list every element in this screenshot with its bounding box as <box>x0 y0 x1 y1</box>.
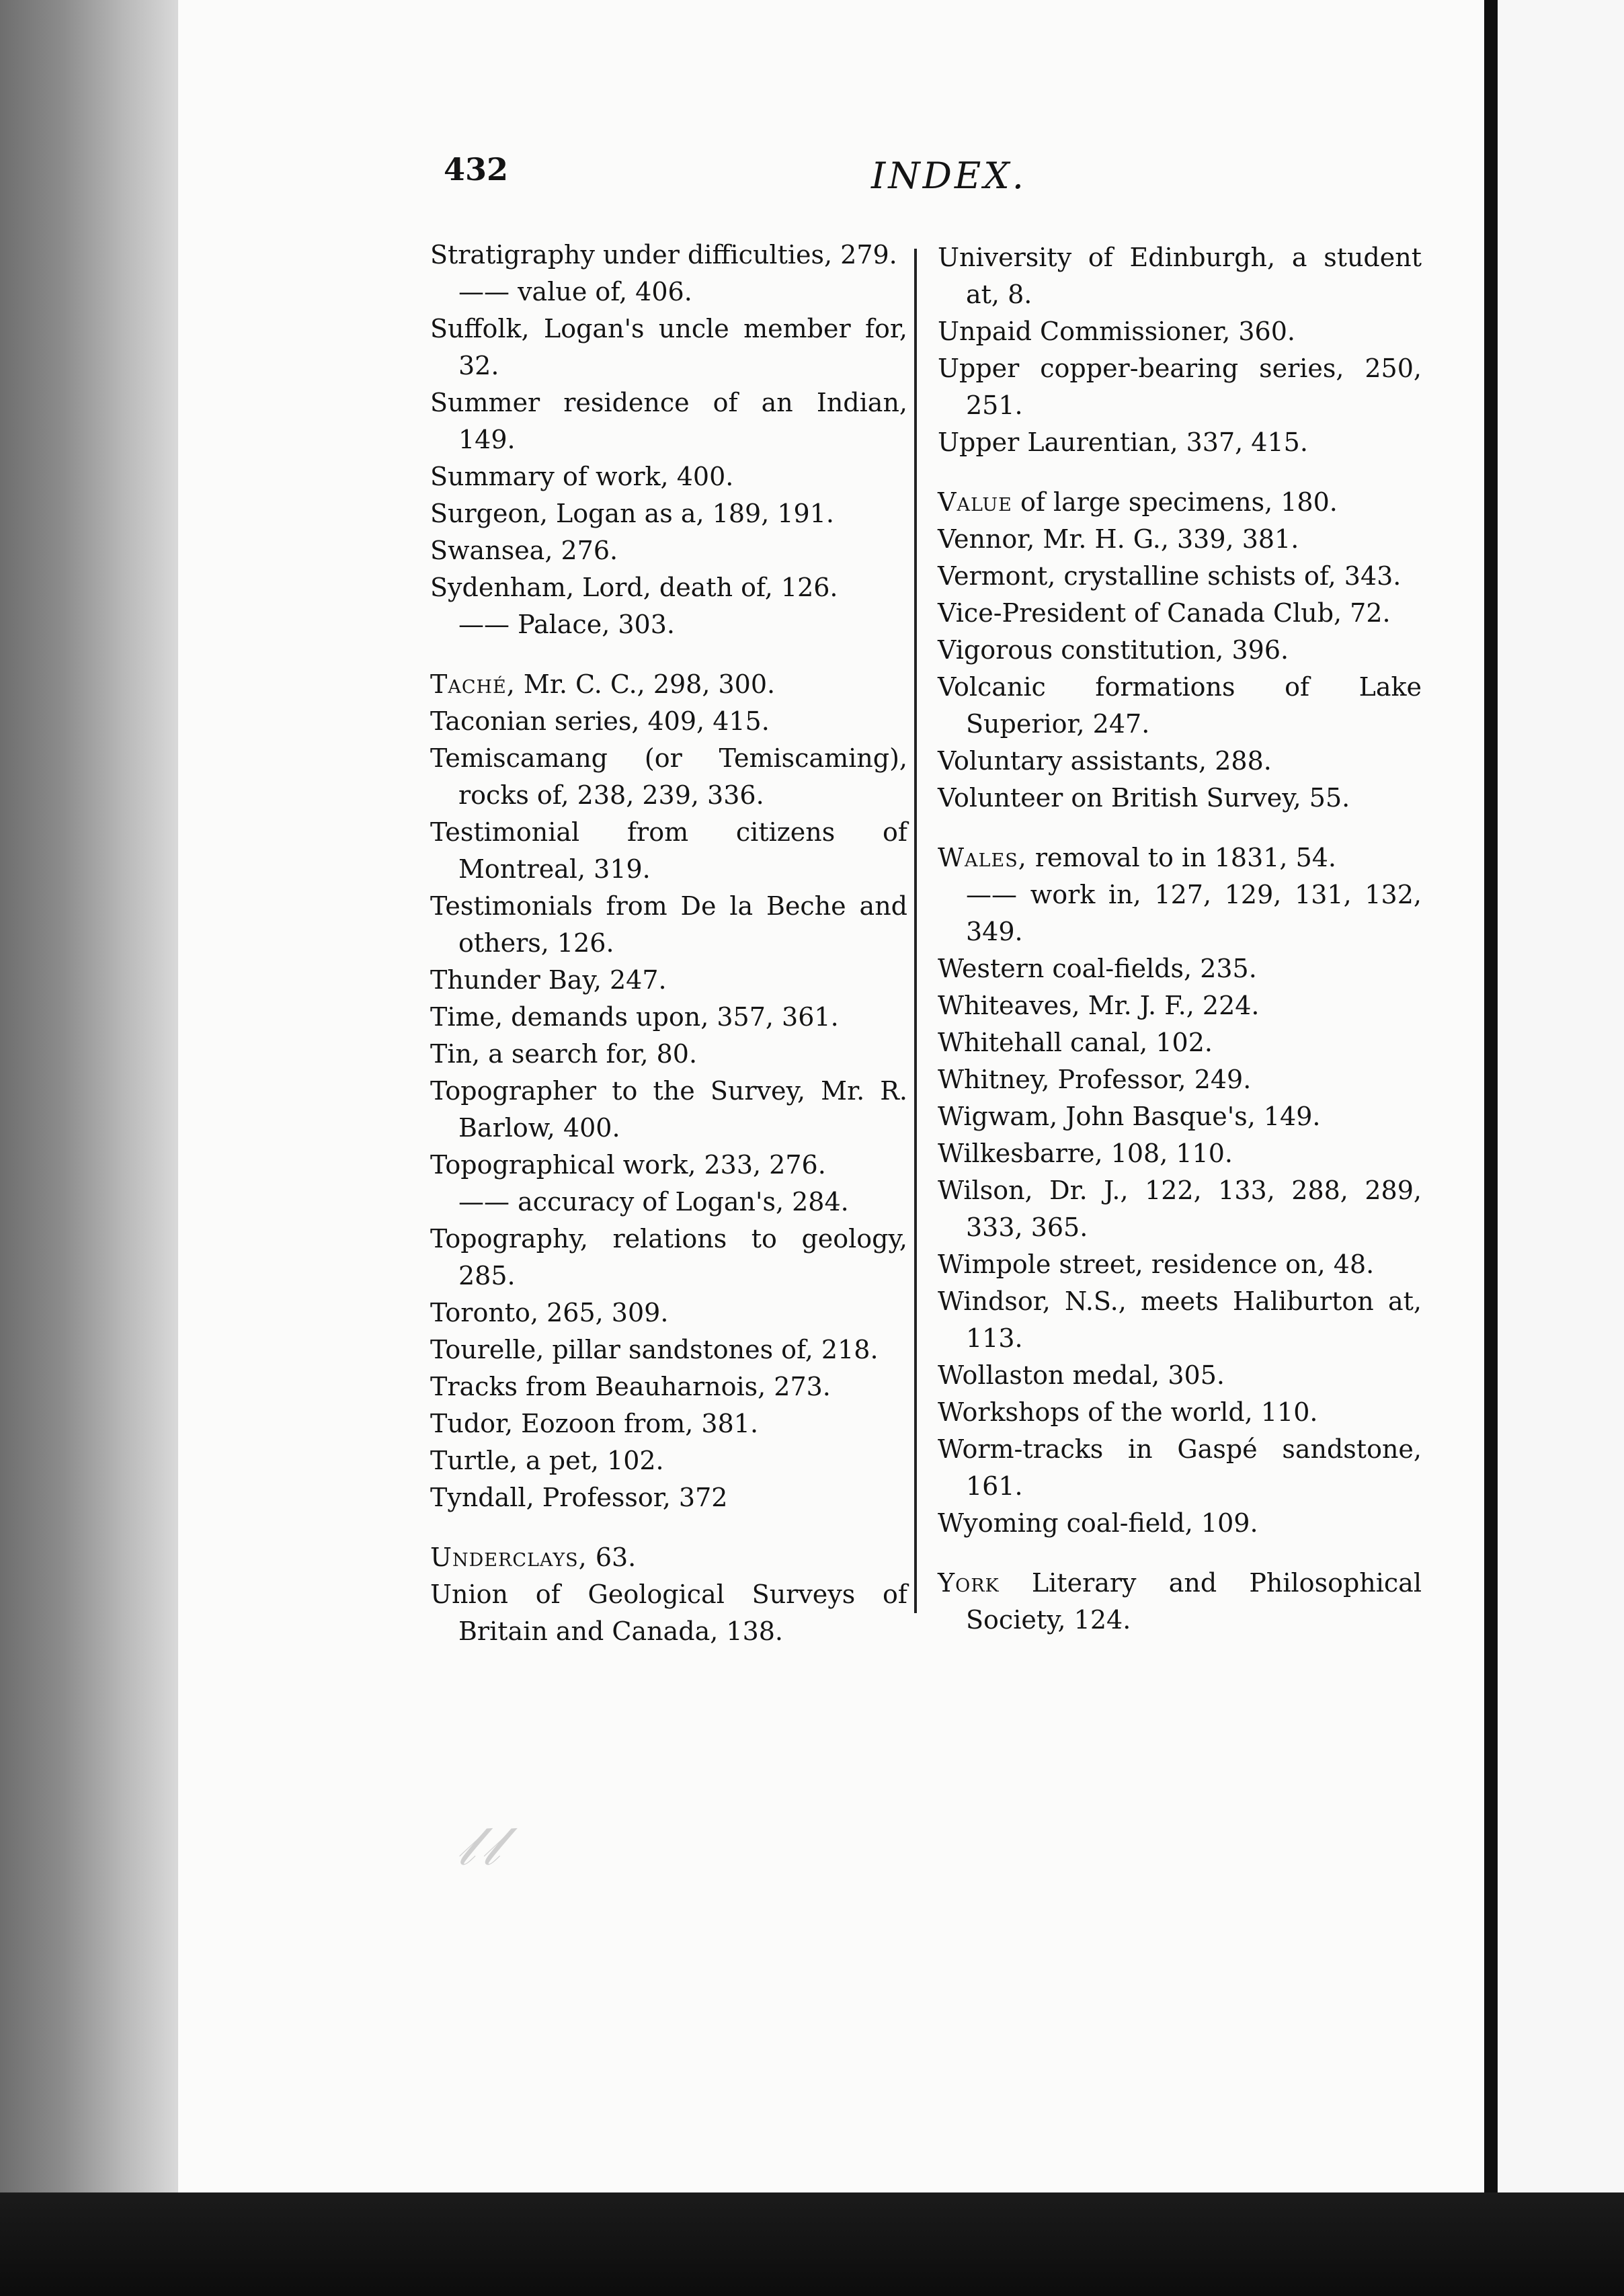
index-entry <box>430 311 907 384</box>
entry-text: 63. <box>587 1543 637 1572</box>
entry-text: Volunteer on British Survey, 55. <box>938 783 1350 813</box>
index-entry <box>938 1505 1422 1542</box>
section-gap <box>938 817 1422 839</box>
index-entry <box>938 743 1422 780</box>
index-entry <box>430 703 907 740</box>
index-entry <box>938 1024 1422 1061</box>
entry-text: Literary and Philosophical Society, 124. <box>966 1568 1422 1635</box>
index-entry <box>938 313 1422 350</box>
index-subentry <box>430 606 907 643</box>
index-entry <box>430 1442 907 1479</box>
entry-text: Stratigraphy under difficulties, 279. <box>430 240 897 270</box>
index-entry <box>430 962 907 999</box>
entry-text: value of, 406. <box>518 277 692 306</box>
entry-text: Unpaid Commissioner, 360. <box>938 317 1295 346</box>
index-entry <box>430 814 907 888</box>
entry-text: Summer residence of an Indian, 149. <box>430 388 907 454</box>
index-entry <box>938 484 1422 521</box>
section-head-word: Underclays, <box>430 1543 587 1572</box>
index-entry <box>938 950 1422 987</box>
entry-text: University of Edinburgh, a student at, 8. <box>938 243 1422 309</box>
index-entry <box>938 1061 1422 1098</box>
page-title: INDEX. <box>871 155 1026 197</box>
entry-text: Vermont, crystalline schists of, 343. <box>938 561 1402 591</box>
entry-text: Vice-President of Canada Club, 72. <box>938 598 1391 628</box>
entry-text: Topographer to the Survey, Mr. R. Barlow, 400. <box>430 1076 907 1143</box>
entry-text: removal to in 1831, 54. <box>1026 843 1337 872</box>
index-entry <box>938 1394 1422 1431</box>
index-entry <box>938 239 1422 313</box>
entry-text: Wilson, Dr. J., 122, 133, 288, 289, 333, 365. <box>938 1176 1422 1242</box>
index-entry <box>430 1539 907 1576</box>
index-entry <box>938 1246 1422 1283</box>
entry-text: Sydenham, Lord, death of, 126. <box>430 573 838 602</box>
entry-text: Taconian series, 409, 415. <box>430 706 770 736</box>
index-entry <box>430 569 907 606</box>
index-entry <box>430 384 907 458</box>
entry-text: Western coal-fields, 235. <box>938 954 1257 983</box>
entry-text: Whitney, Professor, 249. <box>938 1065 1252 1094</box>
index-entry <box>938 1098 1422 1135</box>
index-entry <box>430 1295 907 1331</box>
entry-text: Whiteaves, Mr. J. F., 224. <box>938 991 1260 1020</box>
index-entry <box>430 1147 907 1184</box>
entry-text: Vigorous constitution, 396. <box>938 635 1289 665</box>
index-entry <box>938 350 1422 424</box>
index-entry <box>938 558 1422 595</box>
entry-text: Voluntary assistants, 288. <box>938 746 1272 776</box>
entry-text: Upper copper-bearing series, 250, 251. <box>938 354 1422 420</box>
index-entry <box>430 1368 907 1405</box>
scan-bottom-edge <box>0 2192 1624 2296</box>
entry-text: Wigwam, John Basque's, 149. <box>938 1102 1321 1131</box>
column-divider <box>914 249 917 1613</box>
entry-text: Wilkesbarre, 108, 110. <box>938 1139 1233 1168</box>
entry-text: work in, 127, 129, 131, 132, 349. <box>966 880 1422 946</box>
index-entry <box>430 532 907 569</box>
index-entry <box>430 666 907 703</box>
entry-text: Topographical work, 233, 276. <box>430 1150 826 1180</box>
section-gap <box>938 1542 1422 1565</box>
entry-text: Workshops of the world, 110. <box>938 1397 1318 1427</box>
index-entry <box>938 1431 1422 1505</box>
entry-text: Tourelle, pillar sandstones of, 218. <box>430 1335 879 1364</box>
page-edge-shadow <box>1484 0 1498 2211</box>
index-entry <box>430 1405 907 1442</box>
index-column-left <box>430 237 907 1650</box>
section-head-word: Wales, <box>938 843 1027 872</box>
entry-text: Whitehall canal, 102. <box>938 1028 1213 1057</box>
index-entry <box>938 595 1422 632</box>
index-entry <box>430 1221 907 1295</box>
index-entry <box>430 1331 907 1368</box>
entry-text: Palace, 303. <box>518 610 675 639</box>
entry-text: Topography, relations to geology, 285. <box>430 1224 907 1290</box>
entry-text: Wimpole street, residence on, 48. <box>938 1249 1375 1279</box>
index-column-right <box>938 239 1422 1639</box>
entry-text: Vennor, Mr. H. G., 339, 381. <box>938 524 1299 554</box>
entry-text: Time, demands upon, 357, 361. <box>430 1002 839 1032</box>
section-gap <box>938 461 1422 484</box>
index-entry <box>938 1172 1422 1246</box>
index-entry <box>430 740 907 814</box>
entry-text: Toronto, 265, 309. <box>430 1298 669 1327</box>
index-entry <box>430 495 907 532</box>
section-head-word: York <box>938 1568 1000 1598</box>
entry-text: Thunder Bay, 247. <box>430 965 667 995</box>
entry-text: Suffolk, Logan's uncle member for, 32. <box>430 314 907 380</box>
entry-text: Wollaston medal, 305. <box>938 1360 1225 1390</box>
index-entry <box>430 999 907 1036</box>
entry-text: Tin, a search for, 80. <box>430 1039 698 1069</box>
index-entry <box>938 987 1422 1024</box>
page-number: 432 <box>444 151 509 188</box>
entry-text: Tudor, Eozoon from, 381. <box>430 1409 759 1438</box>
entry-text: Testimonials from De la Beche and others, 126. <box>430 891 907 958</box>
section-head-word: Taché, <box>430 669 516 699</box>
index-entry <box>938 839 1422 876</box>
index-entry <box>430 1036 907 1073</box>
section-gap <box>430 1516 907 1539</box>
entry-text: Volcanic formations of Lake Superior, 247. <box>938 672 1422 739</box>
scan-gutter-shadow <box>0 0 178 2296</box>
index-entry <box>430 1073 907 1147</box>
entry-text: Turtle, a pet, 102. <box>430 1446 664 1475</box>
entry-text: Testimonial from citizens of Montreal, 319. <box>430 817 907 884</box>
entry-text: of large specimens, 180. <box>1012 487 1338 517</box>
index-entry <box>938 521 1422 558</box>
index-entry <box>938 1135 1422 1172</box>
index-entry <box>430 1576 907 1650</box>
index-entry <box>938 780 1422 817</box>
entry-text: Wyoming coal-field, 109. <box>938 1508 1258 1538</box>
entry-text: Swansea, 276. <box>430 536 618 565</box>
entry-text: Tyndall, Professor, 372 <box>430 1483 728 1512</box>
scan-right-margin <box>1489 0 1624 2296</box>
index-entry <box>938 424 1422 461</box>
index-entry <box>938 632 1422 669</box>
entry-text: Mr. C. C., 298, 300. <box>515 669 776 699</box>
entry-text: accuracy of Logan's, 284. <box>518 1187 849 1217</box>
entry-text: Upper Laurentian, 337, 415. <box>938 427 1308 457</box>
index-subentry <box>430 274 907 311</box>
entry-text: Temiscamang (or Temiscaming), rocks of, 238, 239, 336. <box>430 743 907 810</box>
index-entry <box>938 669 1422 743</box>
index-entry <box>430 458 907 495</box>
index-subentry <box>938 876 1422 950</box>
entry-text: Surgeon, Logan as a, 189, 191. <box>430 499 834 528</box>
index-entry <box>938 1283 1422 1357</box>
entry-text: Worm-tracks in Gaspé sandstone, 161. <box>938 1434 1422 1501</box>
index-entry <box>430 237 907 274</box>
entry-text: Tracks from Beauharnois, 273. <box>430 1372 831 1401</box>
index-subentry <box>430 1184 907 1221</box>
entry-text: Windsor, N.S., meets Haliburton at, 113. <box>938 1286 1422 1353</box>
pencil-mark: 𝓁𝓁 <box>457 1815 507 1877</box>
index-entry <box>430 888 907 962</box>
entry-text: Union of Geological Surveys of Britain and Canada, 138. <box>430 1580 907 1646</box>
index-entry <box>938 1565 1422 1639</box>
entry-text: Summary of work, 400. <box>430 462 734 491</box>
section-head-word: Value <box>938 487 1012 517</box>
index-entry <box>938 1357 1422 1394</box>
section-gap <box>430 643 907 666</box>
index-entry <box>430 1479 907 1516</box>
